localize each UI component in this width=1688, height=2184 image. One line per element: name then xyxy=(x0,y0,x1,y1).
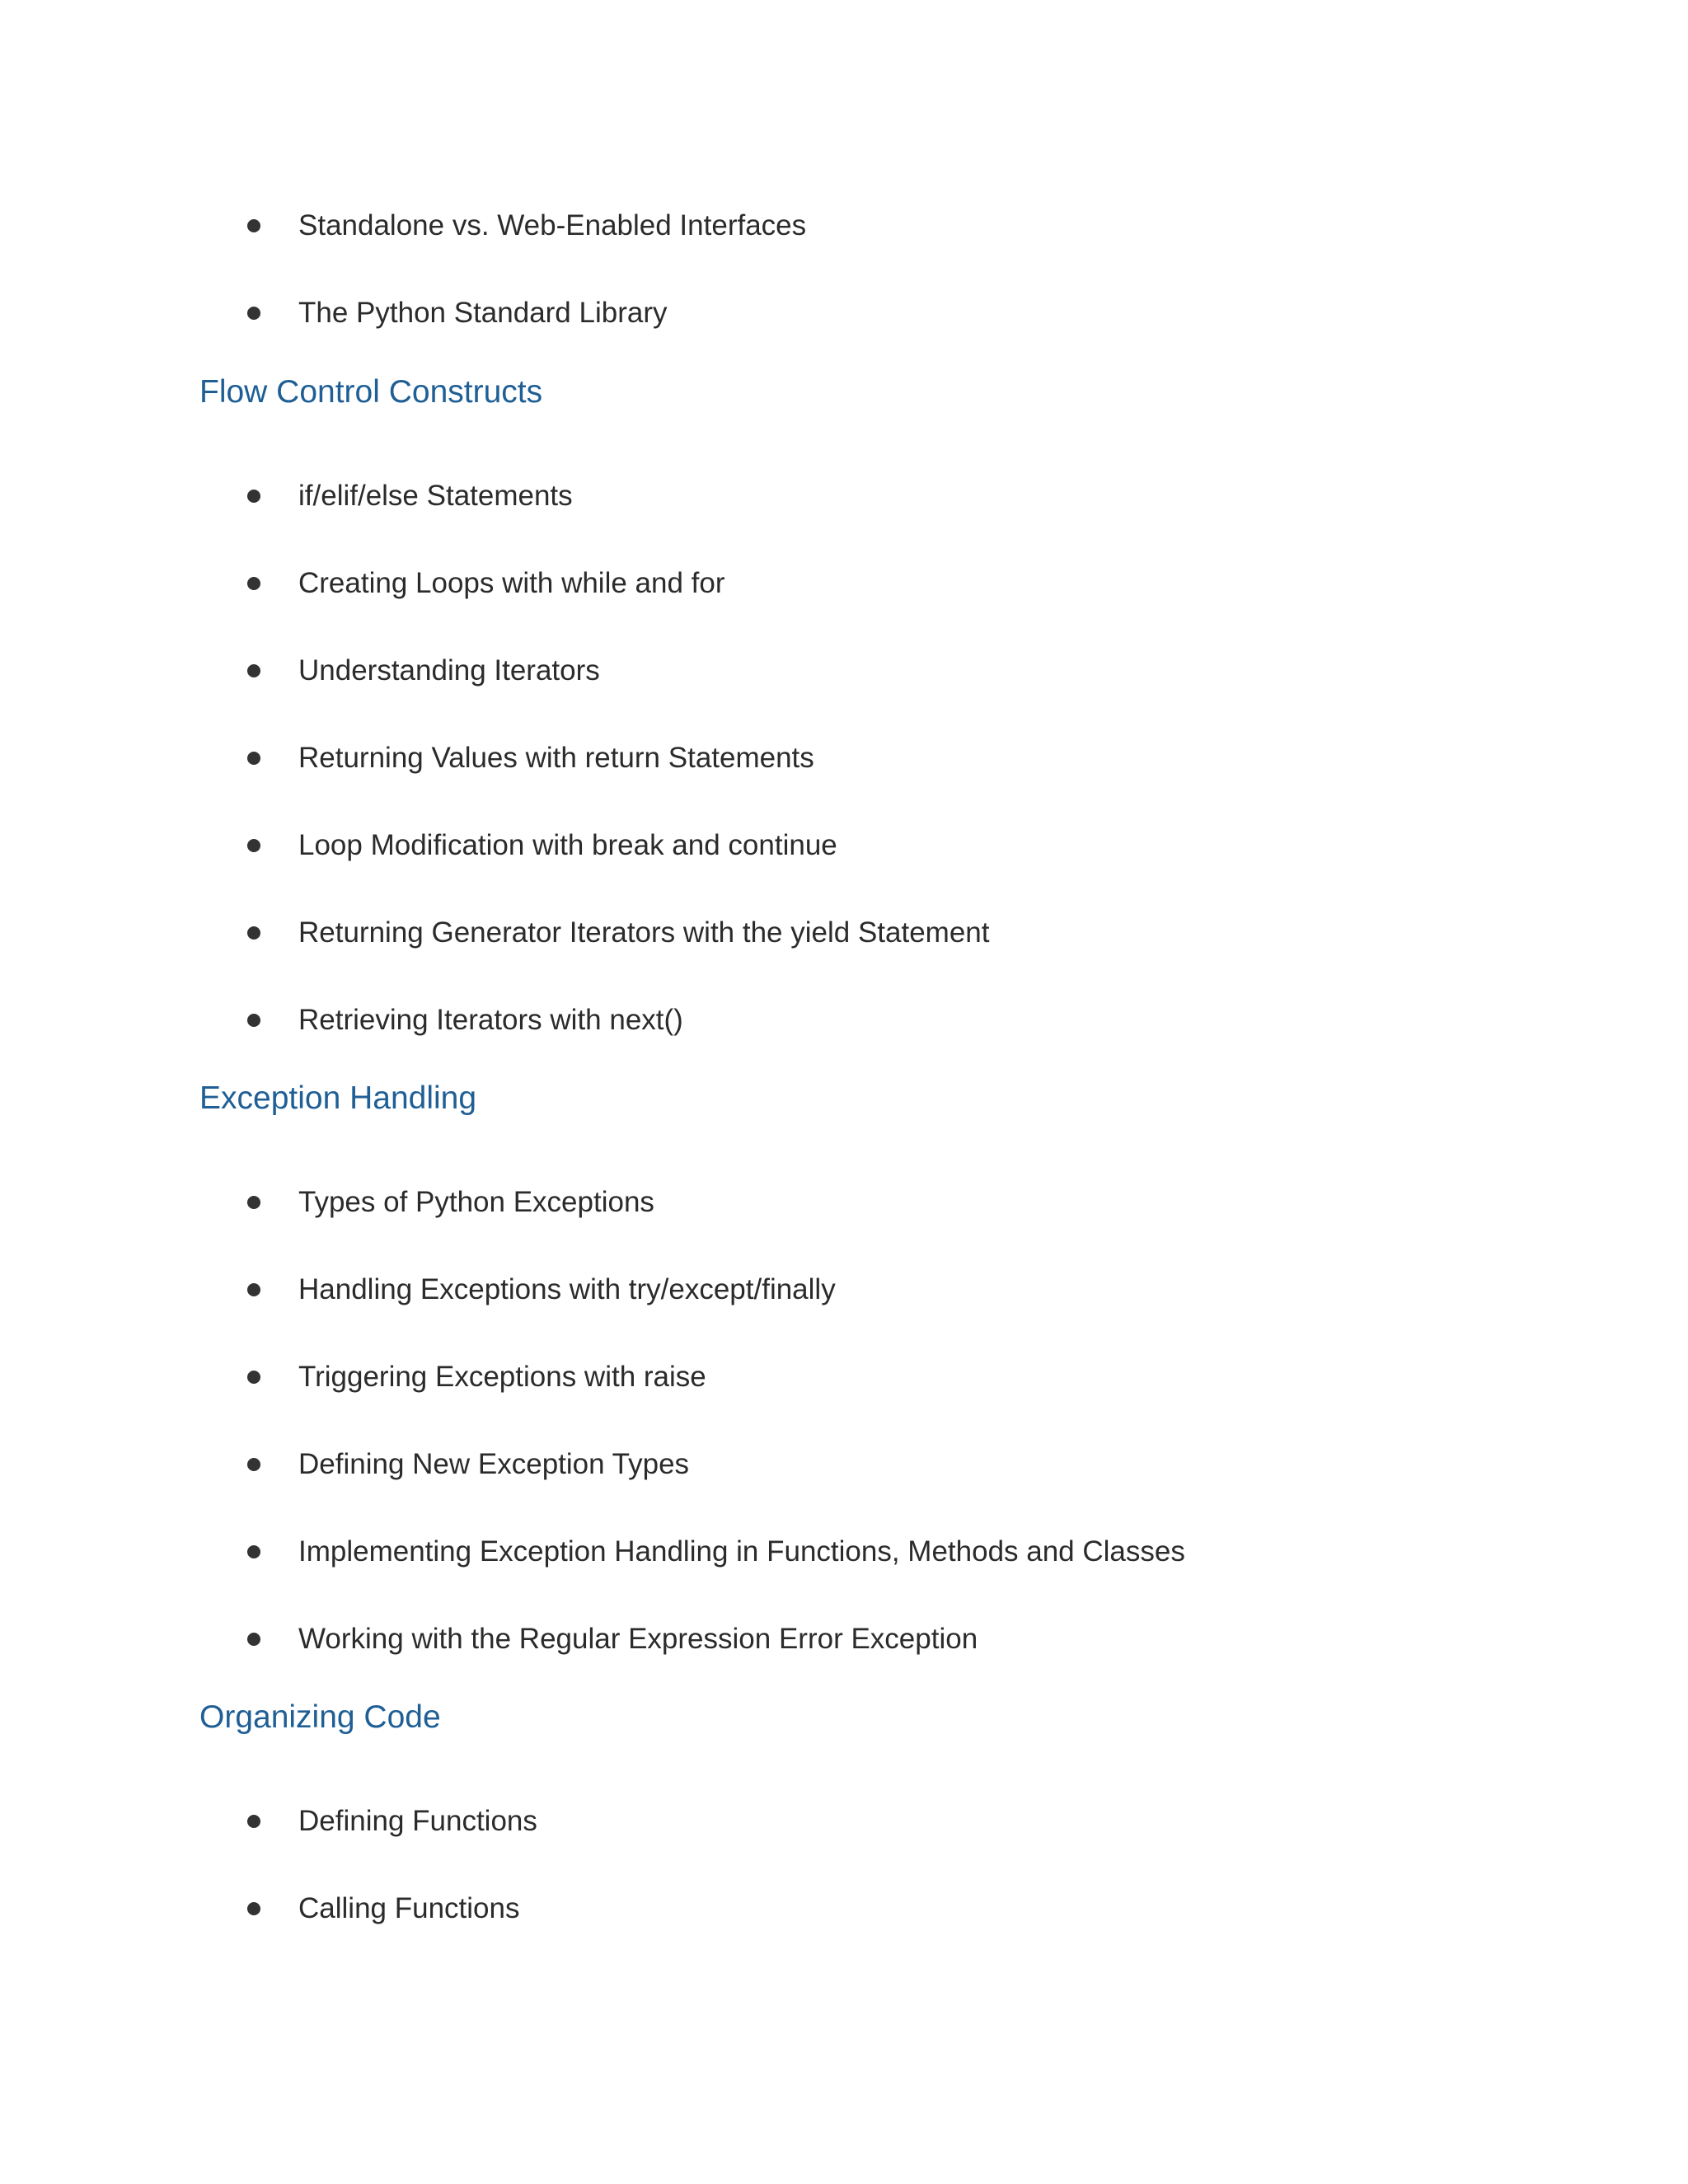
list-item-text: Returning Values with return Statements xyxy=(298,742,814,774)
list-item-text: Retrieving Iterators with next() xyxy=(298,1004,683,1036)
bullet-icon xyxy=(247,1014,260,1027)
list-item xyxy=(247,908,989,958)
list-item xyxy=(247,471,573,521)
list-item-text: Returning Generator Iterators with the yield Statement xyxy=(298,916,990,949)
bullet-icon xyxy=(247,1815,260,1828)
list-item-text: Understanding Iterators xyxy=(298,654,600,687)
bullet-icon xyxy=(247,1545,260,1558)
bullet-icon xyxy=(247,1196,260,1209)
list-item xyxy=(247,1797,537,1846)
list-item-text: Standalone vs. Web-Enabled Interfaces xyxy=(298,209,807,241)
bullet-icon xyxy=(247,577,260,590)
list-item-text: Working with the Regular Expression Error Exception xyxy=(298,1623,978,1655)
list-item xyxy=(247,1615,978,1664)
bullet-icon xyxy=(247,219,260,232)
list-item-text: Defining New Exception Types xyxy=(298,1448,690,1480)
list-item xyxy=(247,1440,689,1489)
list-item xyxy=(247,733,814,783)
list-item-text: Defining Functions xyxy=(298,1805,537,1837)
section-heading-exception-handling: Exception Handling xyxy=(199,1080,477,1116)
bullet-icon xyxy=(247,1371,260,1384)
list-item xyxy=(247,1178,654,1227)
bullet-icon xyxy=(247,490,260,503)
list-item xyxy=(247,1352,706,1402)
list-item-text: Creating Loops with while and for xyxy=(298,567,725,599)
list-item-text: Calling Functions xyxy=(298,1892,520,1924)
bullet-icon xyxy=(247,839,260,852)
list-item-text: Loop Modification with break and continue xyxy=(298,829,837,861)
list-item xyxy=(247,1884,519,1933)
list-item xyxy=(247,201,806,251)
list-item xyxy=(247,1265,836,1315)
bullet-icon xyxy=(247,752,260,765)
list-item xyxy=(247,646,600,696)
list-item xyxy=(247,821,837,870)
list-item xyxy=(247,559,725,608)
bullet-icon xyxy=(247,1633,260,1646)
bullet-icon xyxy=(247,1458,260,1471)
bullet-icon xyxy=(247,307,260,320)
list-item xyxy=(247,1527,1185,1577)
section-heading-organizing-code: Organizing Code xyxy=(199,1699,441,1735)
list-item-text: Implementing Exception Handling in Functions, Methods and Classes xyxy=(298,1535,1185,1568)
section-heading-flow-control: Flow Control Constructs xyxy=(199,374,543,410)
list-item-text: The Python Standard Library xyxy=(298,297,668,329)
list-item-text: if/elif/else Statements xyxy=(298,480,573,512)
bullet-icon xyxy=(247,1283,260,1296)
list-item xyxy=(247,288,667,338)
list-item-text: Handling Exceptions with try/except/finally xyxy=(298,1273,836,1305)
list-item xyxy=(247,996,683,1045)
bullet-icon xyxy=(247,1902,260,1915)
bullet-icon xyxy=(247,926,260,940)
bullet-icon xyxy=(247,664,260,677)
list-item-text: Types of Python Exceptions xyxy=(298,1186,654,1218)
list-item-text: Triggering Exceptions with raise xyxy=(298,1361,706,1393)
